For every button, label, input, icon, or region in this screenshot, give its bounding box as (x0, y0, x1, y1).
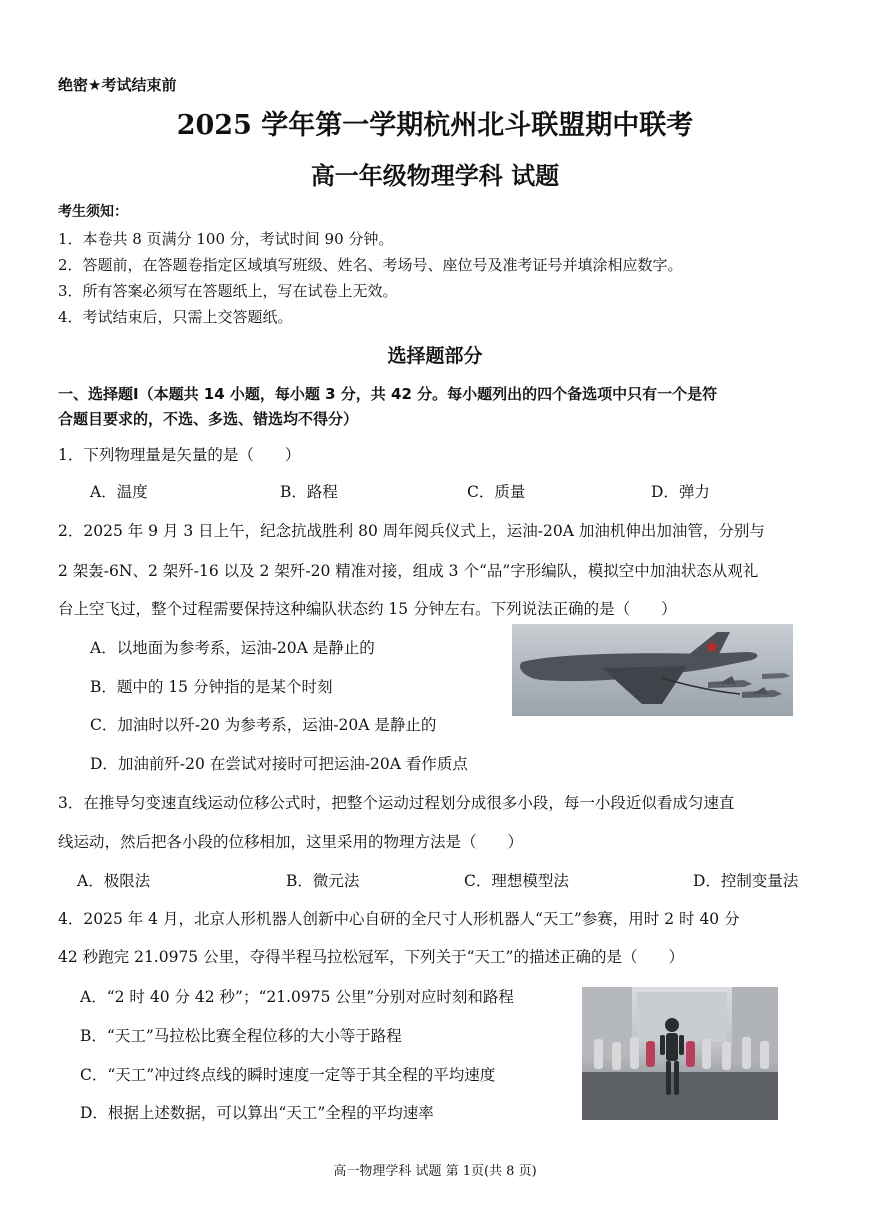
question-stem: 2 架轰-6N、2 架歼-16 以及 2 架歼-20 精准对接，组成 3 个“品”字形编队，模拟空中加油状态从观礼 (58, 562, 759, 580)
option-b: B．微元法 (286, 872, 360, 890)
exam-title: 2025 学年第一学期杭州北斗联盟期中联考 (176, 110, 694, 141)
robot-marathon-photo (582, 987, 778, 1120)
page-footer: 高一物理学科 试题 第 1页(共 8 页) (333, 1164, 537, 1179)
option-a: A．温度 (90, 483, 148, 501)
option-c: C．“天工”冲过终点线的瞬时速度一定等于其全程的平均速度 (80, 1066, 496, 1084)
option-a: A．极限法 (77, 872, 151, 890)
option-b: B．“天工”马拉松比赛全程位移的大小等于路程 (80, 1027, 402, 1045)
part-heading: 一、选择题Ⅰ（本题共 14 小题，每小题 3 分，共 42 分。每小题列出的四个备选项中只有一个是符 (58, 385, 718, 403)
question-stem: 2．2025 年 9 月 3 日上午，纪念抗战胜利 80 周年阅兵仪式上，运油-20A 加油机伸出加油管，分别与 (58, 522, 765, 540)
option-a: A．“2 时 40 分 42 秒”；“21.0975 公里”分别对应时刻和路程 (80, 988, 514, 1006)
option-c: C．理想模型法 (464, 872, 569, 890)
section-title: 选择题部分 (387, 345, 483, 367)
notice-item: 3．所有答案必须写在答题纸上，写在试卷上无效。 (58, 282, 398, 300)
question-stem: 1．下列物理量是矢量的是（ ） (58, 446, 301, 464)
confidential-mark: 绝密★考试结束前 (58, 76, 177, 94)
notice-item: 1．本卷共 8 页满分 100 分，考试时间 90 分钟。 (58, 230, 394, 248)
option-d: D．弹力 (651, 483, 710, 501)
notice-heading: 考生须知： (58, 204, 128, 220)
notice-item: 4．考试结束后，只需上交答题纸。 (58, 308, 293, 326)
question-stem: 台上空飞过，整个过程需要保持这种编队状态约 15 分钟左右。下列说法正确的是（ ） (58, 600, 677, 618)
tanker-aircraft-photo (512, 624, 793, 716)
option-c: C．质量 (467, 483, 526, 501)
option-d: D．加油前歼-20 在尝试对接时可把运油-20A 看作质点 (90, 755, 468, 773)
question-stem: 4．2025 年 4 月，北京人形机器人创新中心自研的全尺寸人形机器人“天工”参赛，用时 2 时 40 分 (58, 910, 740, 928)
notice-item: 2．答题前，在答题卷指定区域填写班级、姓名、考场号、座位号及准考证号并填涂相应数字。 (58, 256, 683, 274)
option-b: B．题中的 15 分钟指的是某个时刻 (90, 678, 333, 696)
question-stem: 3．在推导匀变速直线运动位移公式时，把整个运动过程划分成很多小段，每一小段近似看成匀速直 (58, 794, 735, 812)
option-d: D．控制变量法 (693, 872, 799, 890)
option-a: A．以地面为参考系，运油-20A 是静止的 (90, 639, 375, 657)
part-heading: 合题目要求的，不选、多选、错选均不得分） (58, 410, 359, 428)
question-stem: 线运动，然后把各小段的位移相加，这里采用的物理方法是（ ） (58, 833, 524, 851)
question-stem: 42 秒跑完 21.0975 公里，夺得半程马拉松冠军，下列关于“天工”的描述正确的是（ ） (58, 948, 684, 966)
option-c: C．加油时以歼-20 为参考系，运油-20A 是静止的 (90, 716, 437, 734)
option-b: B．路程 (280, 483, 338, 501)
exam-subtitle: 高一年级物理学科 试题 (310, 161, 560, 190)
option-d: D．根据上述数据，可以算出“天工”全程的平均速率 (80, 1104, 434, 1122)
